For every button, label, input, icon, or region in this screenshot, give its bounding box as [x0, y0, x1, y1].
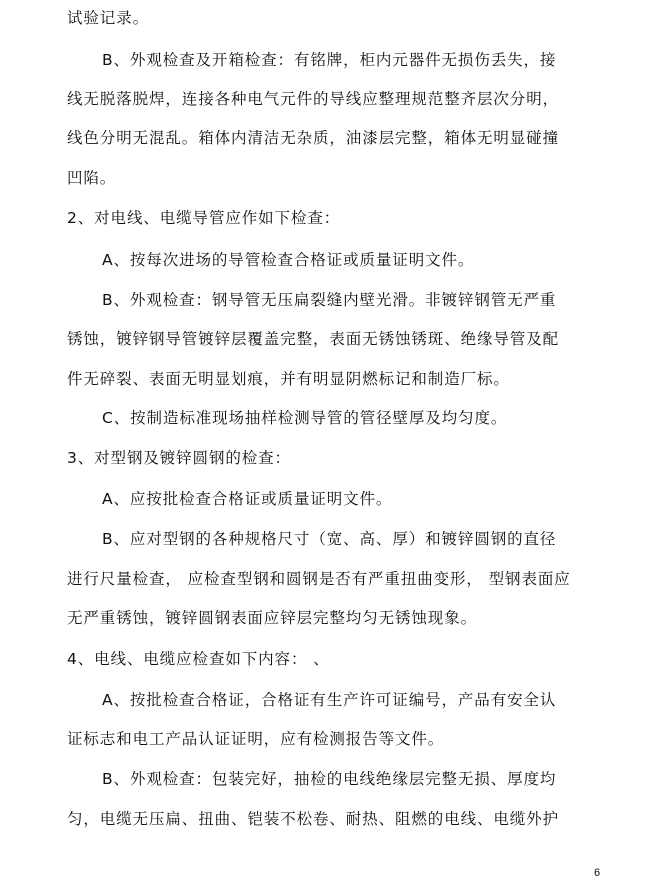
text-line: 线无脱落脱焊，连接各种电气元件的导线应整理规范整齐层次分明，	[67, 90, 560, 108]
text-line: 试验记录。	[67, 9, 150, 27]
text-line: B、外观检查：钢导管无压扁裂缝内壁光滑。非镀锌钢管无严重	[102, 291, 557, 309]
text-line: 凹陷。	[67, 169, 117, 187]
text-line: A、应按批检查合格证或质量证明文件。	[102, 490, 393, 508]
section-heading: 4、电线、电缆应检查如下内容： 、	[67, 650, 330, 668]
page-number: 6	[594, 867, 601, 879]
text-line: A、按每次进场的导管检查合格证或质量证明文件。	[102, 251, 475, 269]
section-heading: 2、对电线、电缆导管应作如下检查：	[67, 209, 341, 227]
text-line: 件无碎裂、表面无明显划痕，并有明显阴燃标记和制造厂标。	[67, 370, 510, 388]
text-line: C、按制造标准现场抽样检测导管的管径壁厚及均匀度。	[102, 409, 508, 427]
text-line: B、外观检查及开箱检查：有铭牌，柜内元器件无损伤丢失，接	[102, 51, 557, 69]
text-line: 进行尺量检查， 应检查型钢和圆钢是否有严重扭曲变形， 型钢表面应	[67, 570, 571, 588]
section-heading: 3、对型钢及镀锌圆钢的检查：	[67, 449, 291, 467]
text-line: B、外观检查：包装完好，抽检的电线绝缘层完整无损、厚度均	[102, 770, 557, 788]
text-line: 无严重锈蚀，镀锌圆钢表面应锌层完整均匀无锈蚀现象。	[67, 609, 478, 627]
text-line: 匀，电缆无压扁、扭曲、铠装不松卷、耐热、阻燃的电线、电缆外护	[67, 810, 560, 828]
text-line: 证标志和电工产品认证证明，应有检测报告等文件。	[67, 730, 445, 748]
text-line: A、按批检查合格证，合格证有生产许可证编号，产品有安全认	[102, 691, 557, 709]
text-line: 锈蚀，镀锌钢导管镀锌层覆盖完整，表面无锈蚀锈斑、绝缘导管及配	[67, 330, 560, 348]
text-line: B、应对型钢的各种规格尺寸（宽、高、厚）和镀锌圆钢的直径	[102, 530, 557, 548]
text-line: 线色分明无混乱。箱体内清洁无杂质，油漆层完整，箱体无明显碰撞	[67, 129, 560, 147]
